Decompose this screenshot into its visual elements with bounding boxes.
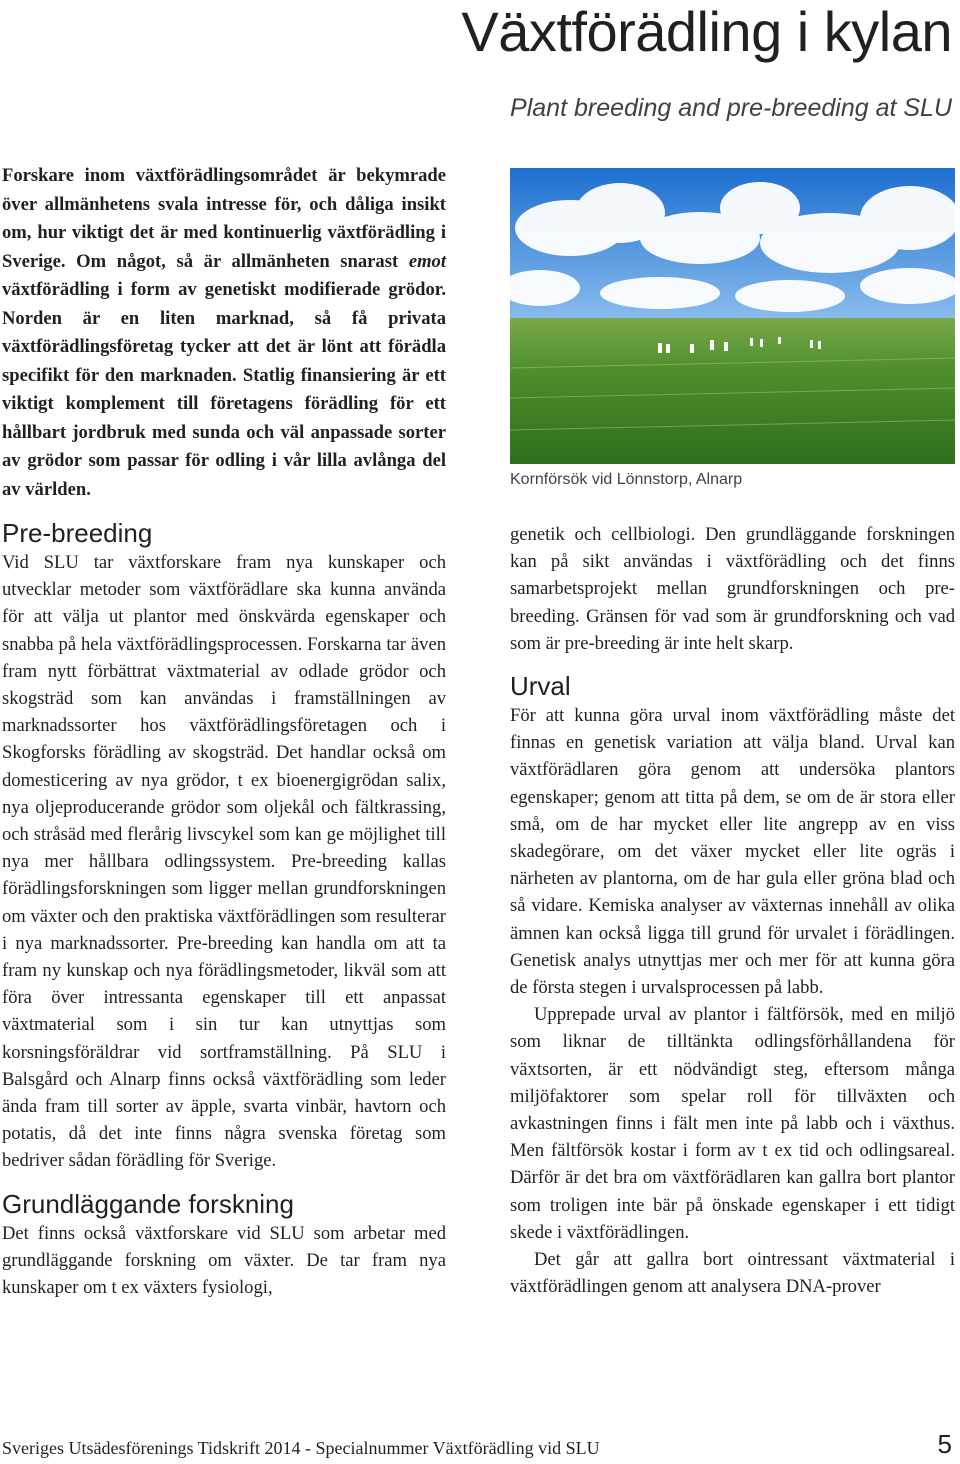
urval-paragraph-2: Upprepade urval av plantor i fältförsök, med en miljö som liknar de tilltänkta odlingsförhållandena för växtsorten, är ett nödvändigt steg, eftersom många miljöfaktorer som spelar roll för tillväxten och avkastningen finns i fält men inte på labb och i växthus. Men fältförsök kostar i form av t ex tid och odlingsareal. Därför är det bra om växtförädlaren kan gallra bort plantor som troligen inte bär på önskade egenskaper i ett tidigt skede i växtförädlingen. — [510, 1004, 955, 1243]
urval-paragraph-3: Det går att gallra bort ointressant växtmaterial i växtförädlingen genom att analysera DNA-prover — [510, 1249, 955, 1298]
page-title: Växtförädling i kylan — [461, 0, 952, 63]
field-photo-icon — [510, 168, 955, 464]
page-subtitle: Plant breeding and pre-breeding at SLU — [510, 94, 952, 122]
heading-pre-breeding: Pre-breeding — [2, 518, 153, 548]
intro-paragraph — [2, 162, 446, 504]
footer-publication: Sveriges Utsädesförenings Tidskrift 2014 - Specialnummer Växtförädling vid SLU — [2, 1438, 600, 1458]
pre-breeding-paragraph: Vid SLU tar växtforskare fram nya kunskaper och utvecklar metoder som växtförädlare ska kunna använda för att välja ut plantor med önskvärda egenskaper och snabba på hela växtförädlingsprocessen. Forskarna tar även fram nytt förbättrat växtmaterial av odlade grödor och skogsträd som kan användas i framställningen av marknadssorter hos växtförädlingsföretagen och i Skogforsks förädling av skogsträd. Det handlar också om domesticering av nya grödor, t ex bioenergigrödan salix, nya oljeproducerande grödor som oljekål och fältkrassing, och stråsäd med flerårig livscykel som kan ge möjlighet till nya mer hållbara odlingssystem. Pre-breeding kallas förädlingsforskningen som ligger mellan grundforskningen om växter och den praktiska växtförädlingen som resulterar i nya marknadssorter. Pre-breeding kan handla om att ta fram ny kunskap och nya förädlingsmetoder, likväl som att föra över intressanta egenskaper till ett anpassat växtmaterial som i sin tur kan utnyttjas som korsningsföräldrar vid sortframställning. På SLU i Balsgård och Alnarp finns också växtförädling som leder ända fram till sorter av äpple, svarta vinbär, havtorn och potatis, då det inte finns några svenska företag som bedriver sådan förädling för Sverige. — [2, 552, 446, 1172]
left-column — [2, 162, 446, 1301]
intro-emphasis: emot — [408, 250, 446, 272]
grundlaggande-paragraph: Det finns också växtforskare vid SLU som arbetar med grundläggande forskning om växter. De tar fram nya kunskaper om t ex växters fysiologi, — [2, 1222, 446, 1299]
photo-caption: Kornförsök vid Lönnstorp, Alnarp — [510, 471, 743, 488]
intro-text-1: Forskare inom växtförädlingsområdet är bekymrade över allmänhetens svala intresse för, och dåliga insikt om, hur viktigt det är med kontinuerlig växtförädling i Sverige. Om något, så är allmänheten snarast — [2, 165, 446, 272]
intro-text-2: växtförädling i form av genetiskt modifierade grödor. Norden är en liten marknad, så få privata växtförädlingsföretag tycker att det är lönt att förädla specifikt för den marknaden. Statlig finansiering är ett viktigt komplement till företagens förädling för ett hållbart jordbruk med sunda och väl anpassade sorter av grödor som passar för odling i vår lilla avlånga del av världen. — [2, 279, 446, 500]
right-column — [510, 162, 955, 1300]
heading-grundlaggande-forskning: Grundläggande forskning — [2, 1188, 294, 1219]
continued-paragraph: genetik och cellbiologi. Den grundläggande forskningen kan på sikt användas i växtförädling och det finns samarbetsprojekt mellan grundforskningen och pre-breeding. Gränsen för vad som är grundforskning och vad som är pre-breeding är inte helt skarp. — [510, 524, 955, 654]
page-number: 5 — [937, 1429, 952, 1459]
heading-urval: Urval — [510, 671, 571, 702]
urval-paragraph-1: För att kunna göra urval inom växtförädling måste det finnas en genetisk variation att välja bland. Urval kan växtförädlaren göra genom att undersöka plantors egenskaper; genom att titta på dem, se om de är stora eller små, om de har mycket eller lite angrepp av en viss skadegörare, om det växer mycket eller lite ogräs i närheten av plantorna, om de har gula eller gröna blad och så vidare. Kemiska analyser av växternas innehåll av olika ämnen kan också ligga till grund för urvalet i förädlingen. Genetisk analys utnyttjas mer och mer för att kunna göra de första stegen i urvalsprocessen på labb. — [510, 705, 955, 999]
